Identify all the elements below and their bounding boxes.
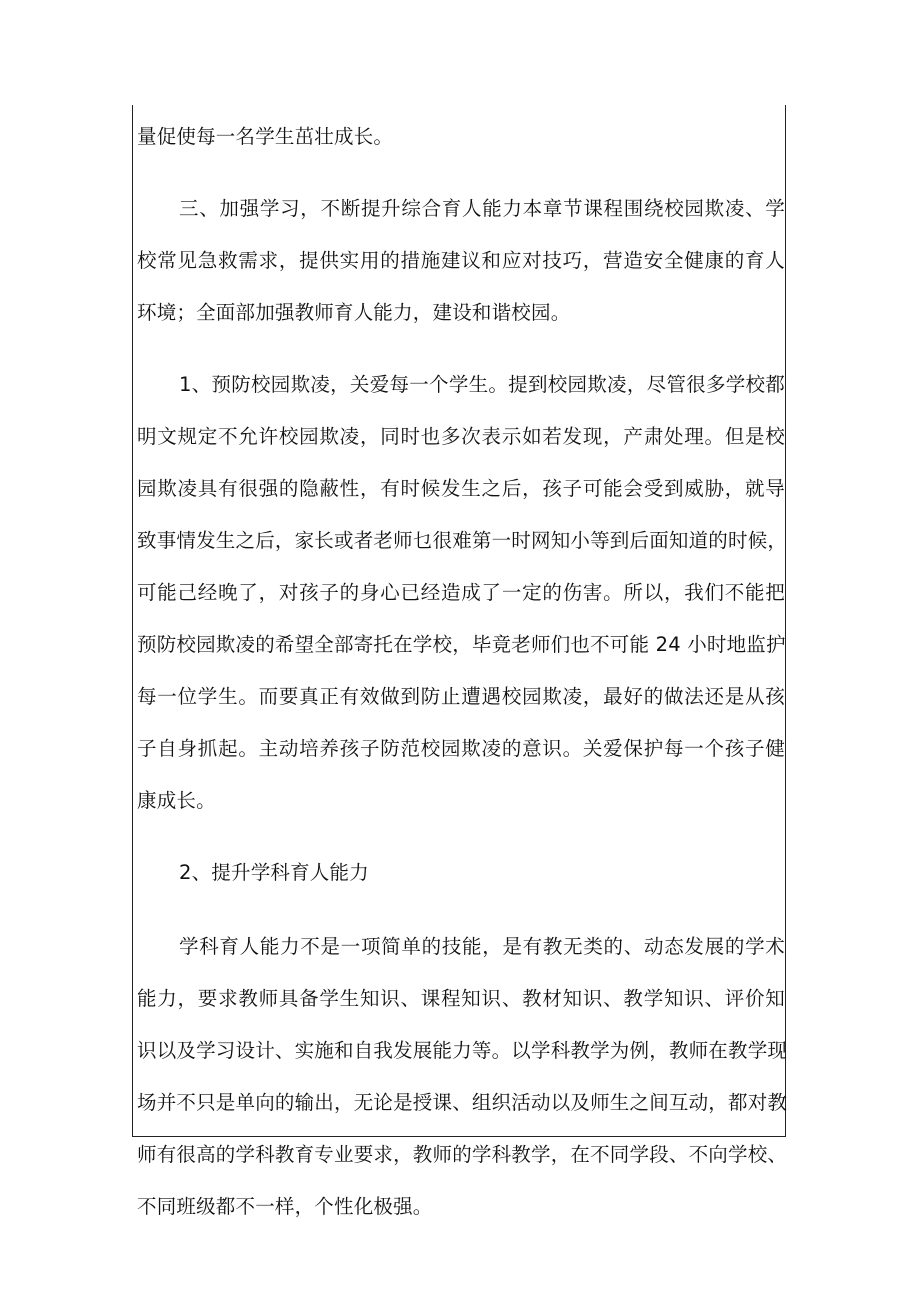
text-line: 不同班级都不一样，个性化极强。 — [137, 1195, 433, 1218]
paragraph-intro-tail: 量促使每一名学生茁壮成长。 — [137, 125, 394, 148]
document-body — [137, 115, 788, 1237]
text-line: 园欺凌具有很强的隐蔽性，有时候发生之后，孩子可能会受到威胁，就导 — [137, 477, 785, 500]
text-line: 场并不只是单向的输出，无论是授课、组织活动以及师生之间互动，都对教 — [137, 1091, 788, 1114]
heading-item-2: 2、提升学科育人能力 — [179, 861, 369, 884]
text-line: 师有很高的学科教育专业要求，教师的学科教学，在不同学段、不向学校、 — [137, 1143, 788, 1166]
text-line: 能力，要求教师具备学生知识、课程知识、教材知识、教学知识、评价知 — [137, 987, 785, 1010]
text-line: 可能己经晚了，对孩子的身心已经造成了一定的伤害。所以，我们不能把 — [137, 581, 785, 604]
text-line: 预防校园欺凌的希望全部寄托在学校，毕竟老师们也不可能 24 小时地监护 — [137, 633, 786, 656]
text-line: 环境；全面部加强教师育人能力，建设和谐校园。 — [137, 301, 571, 324]
paragraph-item-2 — [137, 925, 788, 1237]
text-line: 校常见急救需求，提供实用的措施建议和应对技巧，营造安全健康的育人 — [137, 249, 785, 272]
text-line: 康成长。 — [137, 789, 216, 812]
paragraph-section-3 — [137, 187, 785, 343]
text-line: 每一位学生。而要真正有效做到防止遭遇校园欺凌，最好的做法还是从孩 — [137, 685, 785, 708]
text-line: 识以及学习设计、实施和自我发展能力等。以学科教学为例，教师在教学现 — [137, 1039, 788, 1062]
paragraph-item-1 — [137, 363, 788, 831]
text-line: 明文规定不允许校园欺凌，同时也多次表示如若发现，产肃处理。但是校 — [137, 425, 785, 448]
text-line: 子自身抓起。主动培养孩子防范校园欺凌的意识。关爱保护每一个孩子健 — [137, 737, 785, 760]
text-line: 1、预防校园欺凌，关爱每一个学生。提到校园欺凌，尽管很多学校都 — [179, 373, 785, 396]
text-line: 三、加强学习，不断提升综合育人能力本章节课程围绕校园欺凌、学 — [179, 197, 785, 220]
text-line: 学科育人能力不是一项简单的技能，是有教无类的、动态发展的学术 — [179, 935, 785, 958]
text-line: 致事情发生之后，家长或者老师乜很难第一时网知小等到后面知道的时候， — [137, 529, 788, 552]
